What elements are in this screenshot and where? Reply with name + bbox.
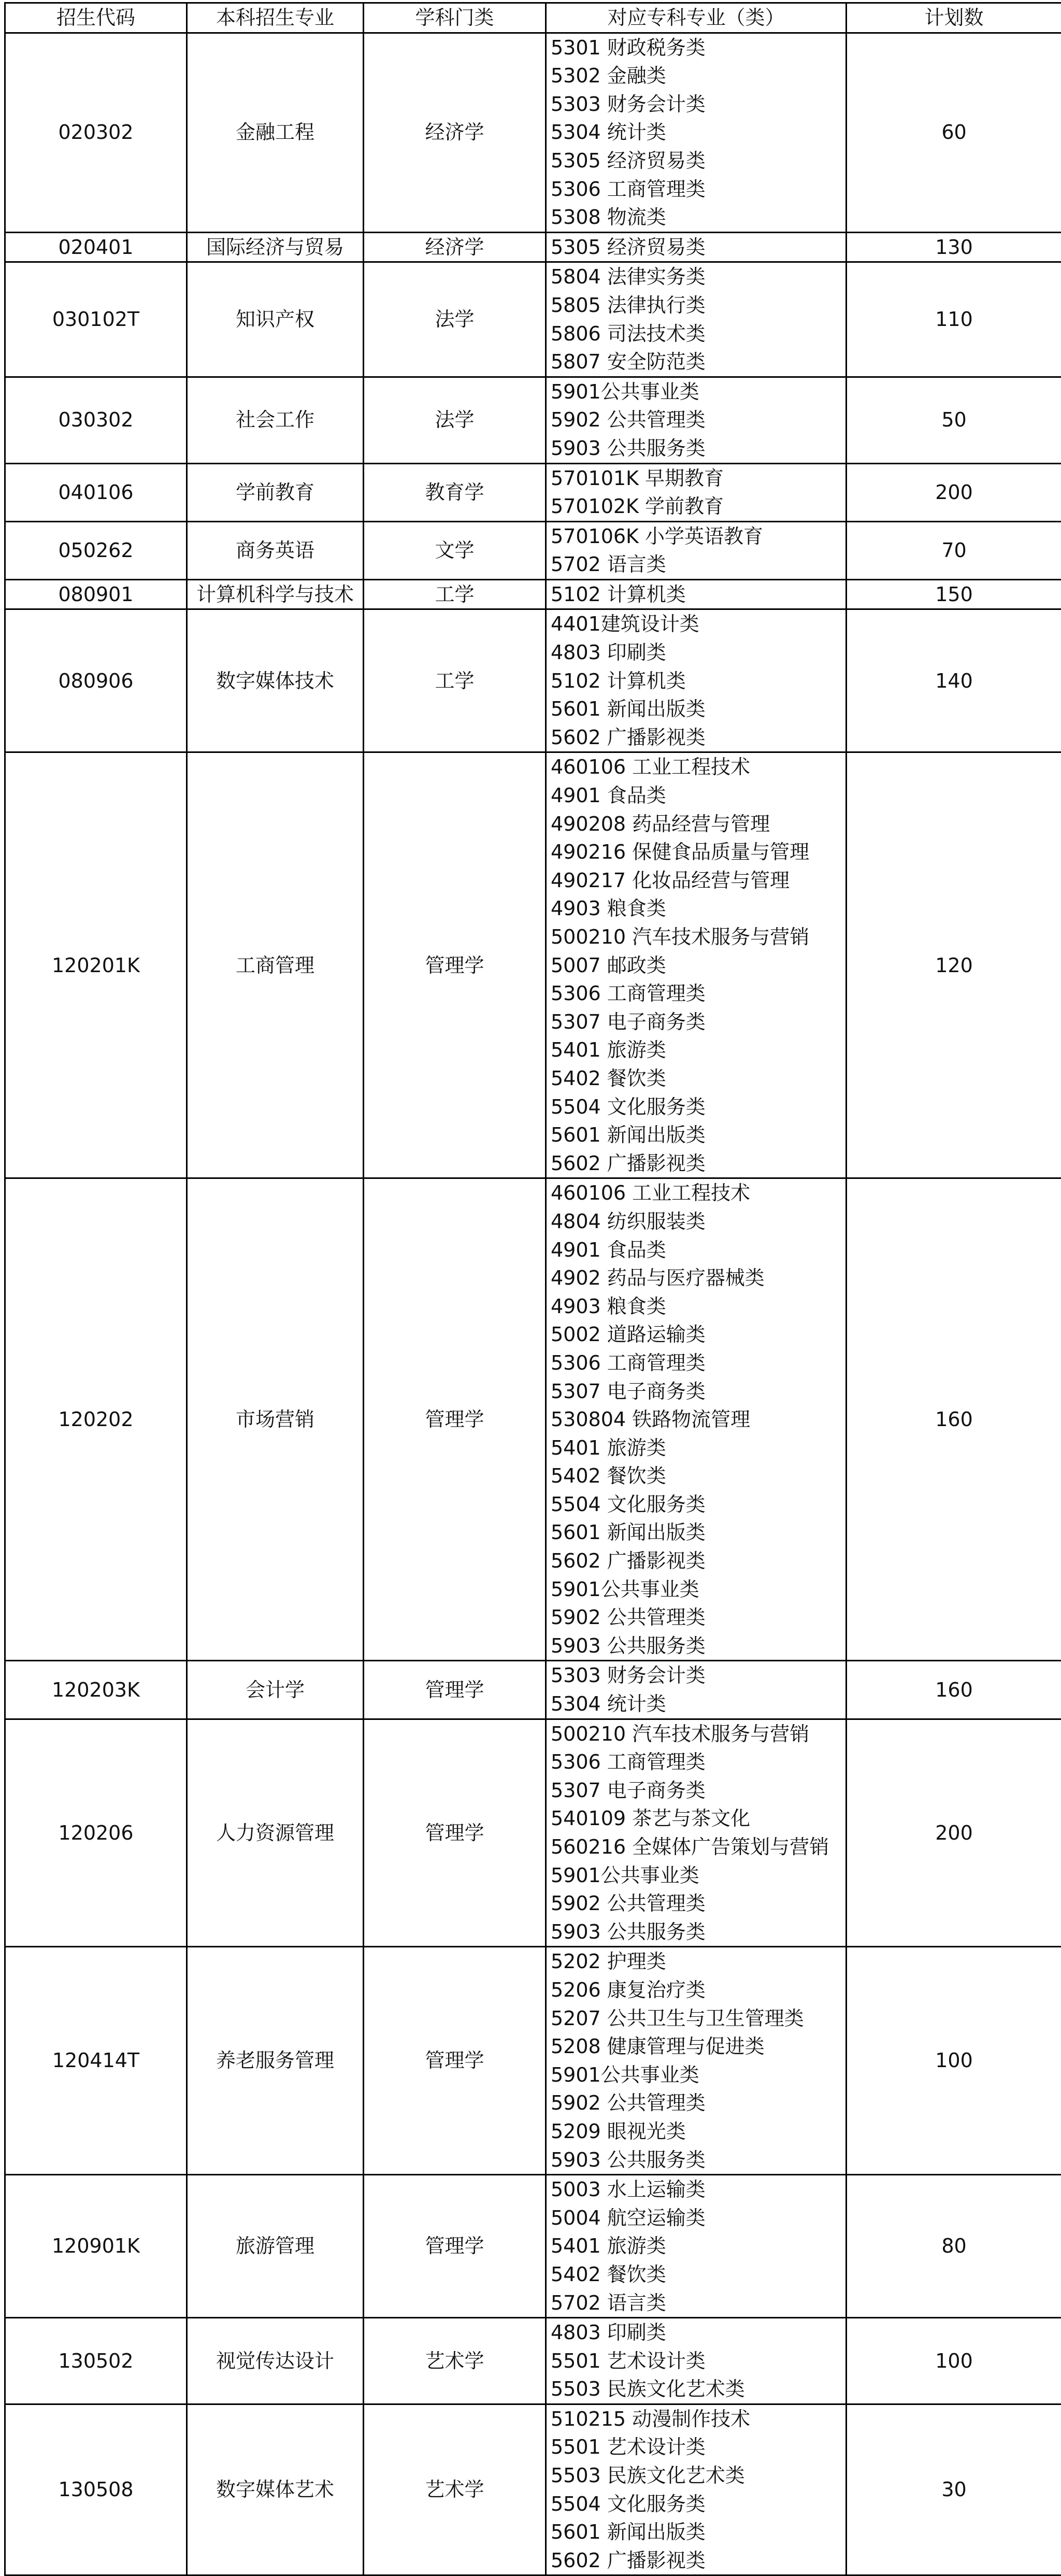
related-major-item: 5902 公共管理类 [551,1889,842,1918]
related-majors-cell [546,1661,847,1719]
table-row [5,1178,1061,1661]
code-cell: 120203K [5,1661,187,1719]
plan-cell: 160 [847,1178,1061,1661]
related-major-item: 530804 铁路物流管理 [551,1405,842,1434]
table-row [5,752,1061,1178]
related-major-item: 4903 粮食类 [551,894,842,923]
related-major-item: 4901 食品类 [551,781,842,810]
related-major-item: 5902 公共管理类 [551,2089,842,2117]
plan-cell: 80 [847,2175,1061,2318]
category-cell: 管理学 [364,1178,546,1661]
enrollment-plan-table [4,2,1061,2576]
plan-cell: 100 [847,2318,1061,2404]
related-major-item: 5602 广播影视类 [551,2546,842,2575]
related-major-item: 5102 计算机类 [551,667,842,695]
table-row [5,1947,1061,2175]
code-cell: 120206 [5,1719,187,1947]
related-major-item: 5602 广播影视类 [551,1547,842,1575]
related-major-item: 5504 文化服务类 [551,1093,842,1121]
table-row [5,2175,1061,2318]
category-cell: 管理学 [364,752,546,1178]
related-major-item: 570101K 早期教育 [551,464,842,493]
related-major-item: 5503 民族文化艺术类 [551,2461,842,2490]
major-cell: 养老服务管理 [187,1947,364,2175]
category-cell: 管理学 [364,2175,546,2318]
major-cell: 数字媒体技术 [187,609,364,752]
category-cell: 法学 [364,262,546,377]
related-major-item: 5501 艺术设计类 [551,2347,842,2375]
related-major-item: 5902 公共管理类 [551,406,842,434]
category-cell: 管理学 [364,1947,546,2175]
code-cell: 120414T [5,1947,187,2175]
header-row [5,3,1061,33]
related-majors-cell [546,2318,847,2404]
related-major-item: 5305 经济贸易类 [551,233,842,262]
category-cell: 工学 [364,579,546,609]
plan-cell: 200 [847,1719,1061,1947]
related-major-item: 5901公共事业类 [551,378,842,406]
related-majors-cell [546,377,847,463]
related-major-item: 460106 工业工程技术 [551,753,842,781]
related-major-item: 5304 统计类 [551,1690,842,1718]
related-major-item: 5401 旅游类 [551,2232,842,2260]
plan-cell: 110 [847,262,1061,377]
code-cell: 030102T [5,262,187,377]
category-cell: 法学 [364,377,546,463]
related-major-item: 5901公共事业类 [551,1861,842,1890]
table-row [5,463,1061,521]
related-major-item: 5206 康复治疗类 [551,1976,842,2004]
category-cell: 艺术学 [364,2404,546,2575]
related-major-item: 5903 公共服务类 [551,434,842,463]
related-major-item: 5102 计算机类 [551,580,842,609]
plan-cell: 100 [847,1947,1061,2175]
table-row [5,579,1061,609]
related-major-item: 500210 汽车技术服务与营销 [551,923,842,951]
major-cell: 数字媒体艺术 [187,2404,364,2575]
plan-cell: 130 [847,232,1061,262]
plan-cell: 160 [847,1661,1061,1719]
related-major-item: 5401 旅游类 [551,1036,842,1064]
code-cell: 040106 [5,463,187,521]
related-major-item: 5003 水上运输类 [551,2175,842,2204]
major-cell: 工商管理 [187,752,364,1178]
plan-cell: 140 [847,609,1061,752]
related-major-item: 5806 司法技术类 [551,320,842,348]
table-body [5,33,1061,2575]
related-major-item: 570102K 学前教育 [551,492,842,521]
related-major-item: 5306 工商管理类 [551,1748,842,1776]
related-majors-cell [546,1947,847,2175]
related-major-item: 5402 餐饮类 [551,2260,842,2289]
related-major-item: 5901公共事业类 [551,2061,842,2089]
related-major-item: 5804 法律实务类 [551,263,842,291]
category-cell: 教育学 [364,463,546,521]
code-cell: 130508 [5,2404,187,2575]
related-majors-cell [546,262,847,377]
related-major-item: 5303 财务会计类 [551,1661,842,1690]
related-major-item: 5602 广播影视类 [551,1149,842,1178]
major-cell: 金融工程 [187,33,364,232]
related-major-item: 5601 新闻出版类 [551,1121,842,1149]
related-major-item: 5504 文化服务类 [551,2490,842,2518]
table-row [5,232,1061,262]
related-major-item: 4401建筑设计类 [551,610,842,638]
related-major-item: 4903 粮食类 [551,1292,842,1321]
code-cell: 020302 [5,33,187,232]
related-major-item: 4902 药品与医疗器械类 [551,1264,842,1292]
code-cell: 120901K [5,2175,187,2318]
related-major-item: 5307 电子商务类 [551,1377,842,1406]
major-cell: 社会工作 [187,377,364,463]
major-cell: 会计学 [187,1661,364,1719]
table-row [5,609,1061,752]
major-cell: 视觉传达设计 [187,2318,364,2404]
related-majors-cell [546,1178,847,1661]
table-row [5,2404,1061,2575]
related-major-item: 5602 广播影视类 [551,723,842,752]
related-major-item: 490216 保健食品质量与管理 [551,838,842,866]
related-major-item: 5007 邮政类 [551,951,842,980]
related-major-item: 5002 道路运输类 [551,1320,842,1349]
related-majors-cell [546,609,847,752]
category-cell: 经济学 [364,33,546,232]
table-row [5,521,1061,579]
related-major-item: 5903 公共服务类 [551,2146,842,2174]
related-major-item: 5208 健康管理与促进类 [551,2032,842,2061]
related-major-item: 5503 民族文化艺术类 [551,2375,842,2403]
related-major-item: 4901 食品类 [551,1236,842,1264]
related-major-item: 5305 经济贸易类 [551,147,842,175]
related-majors-cell [546,521,847,579]
plan-cell: 150 [847,579,1061,609]
table-row [5,2318,1061,2404]
table-row [5,33,1061,232]
related-major-item: 510215 动漫制作技术 [551,2405,842,2433]
major-cell: 市场营销 [187,1178,364,1661]
header-major: 本科招生专业 [187,3,364,33]
related-majors-cell [546,2404,847,2575]
related-major-item: 5202 护理类 [551,1947,842,1976]
related-major-item: 5807 安全防范类 [551,348,842,376]
related-major-item: 4803 印刷类 [551,2318,842,2347]
table-row [5,1719,1061,1947]
related-major-item: 5302 金融类 [551,62,842,90]
category-cell: 管理学 [364,1719,546,1947]
related-major-item: 5306 工商管理类 [551,979,842,1008]
plan-cell: 120 [847,752,1061,1178]
related-major-item: 5601 新闻出版类 [551,2518,842,2546]
related-major-item: 500210 汽车技术服务与营销 [551,1720,842,1748]
table-row [5,262,1061,377]
related-majors-cell [546,463,847,521]
related-major-item: 5601 新闻出版类 [551,1518,842,1547]
related-major-item: 4803 印刷类 [551,638,842,667]
related-major-item: 5004 航空运输类 [551,2204,842,2232]
related-major-item: 5209 眼视光类 [551,2117,842,2146]
header-code: 招生代码 [5,3,187,33]
related-major-item: 5702 语言类 [551,550,842,579]
code-cell: 030302 [5,377,187,463]
related-majors-cell [546,1719,847,1947]
code-cell: 120201K [5,752,187,1178]
related-major-item: 5306 工商管理类 [551,175,842,204]
plan-cell: 30 [847,2404,1061,2575]
related-major-item: 5902 公共管理类 [551,1603,842,1632]
related-major-item: 490208 药品经营与管理 [551,810,842,838]
related-major-item: 560216 全媒体广告策划与营销 [551,1833,842,1861]
code-cell: 080906 [5,609,187,752]
header-category: 学科门类 [364,3,546,33]
category-cell: 工学 [364,609,546,752]
header-related-majors: 对应专科专业（类） [546,3,847,33]
related-major-item: 460106 工业工程技术 [551,1179,842,1207]
code-cell: 120202 [5,1178,187,1661]
related-major-item: 5304 统计类 [551,118,842,147]
related-major-item: 5501 艺术设计类 [551,2433,842,2461]
major-cell: 国际经济与贸易 [187,232,364,262]
related-major-item: 5805 法律执行类 [551,291,842,320]
code-cell: 130502 [5,2318,187,2404]
plan-cell: 60 [847,33,1061,232]
related-major-item: 5207 公共卫生与卫生管理类 [551,2004,842,2033]
category-cell: 艺术学 [364,2318,546,2404]
related-major-item: 5308 物流类 [551,203,842,232]
category-cell: 经济学 [364,232,546,262]
table-row [5,1661,1061,1719]
major-cell: 人力资源管理 [187,1719,364,1947]
related-major-item: 5903 公共服务类 [551,1918,842,1946]
code-cell: 020401 [5,232,187,262]
related-major-item: 5301 财政税务类 [551,34,842,62]
major-cell: 计算机科学与技术 [187,579,364,609]
related-major-item: 5307 电子商务类 [551,1776,842,1805]
category-cell: 管理学 [364,1661,546,1719]
major-cell: 旅游管理 [187,2175,364,2318]
related-major-item: 5307 电子商务类 [551,1008,842,1036]
related-majors-cell [546,579,847,609]
related-majors-cell [546,752,847,1178]
related-major-item: 5402 餐饮类 [551,1064,842,1093]
related-major-item: 5903 公共服务类 [551,1632,842,1660]
table-row [5,377,1061,463]
plan-cell: 200 [847,463,1061,521]
related-major-item: 490217 化妆品经营与管理 [551,866,842,895]
header-plan: 计划数 [847,3,1061,33]
related-major-item: 5402 餐饮类 [551,1462,842,1490]
related-major-item: 5504 文化服务类 [551,1490,842,1519]
major-cell: 商务英语 [187,521,364,579]
related-major-item: 4804 纺织服装类 [551,1207,842,1236]
code-cell: 080901 [5,579,187,609]
code-cell: 050262 [5,521,187,579]
plan-cell: 50 [847,377,1061,463]
major-cell: 学前教育 [187,463,364,521]
related-major-item: 5303 财务会计类 [551,90,842,119]
related-major-item: 5901公共事业类 [551,1575,842,1604]
related-majors-cell [546,33,847,232]
related-majors-cell [546,232,847,262]
related-majors-cell [546,2175,847,2318]
related-major-item: 540109 茶艺与茶文化 [551,1804,842,1833]
related-major-item: 5401 旅游类 [551,1434,842,1462]
plan-cell: 70 [847,521,1061,579]
related-major-item: 5601 新闻出版类 [551,695,842,723]
related-major-item: 570106K 小学英语教育 [551,522,842,551]
major-cell: 知识产权 [187,262,364,377]
category-cell: 文学 [364,521,546,579]
related-major-item: 5306 工商管理类 [551,1349,842,1377]
related-major-item: 5702 语言类 [551,2289,842,2317]
